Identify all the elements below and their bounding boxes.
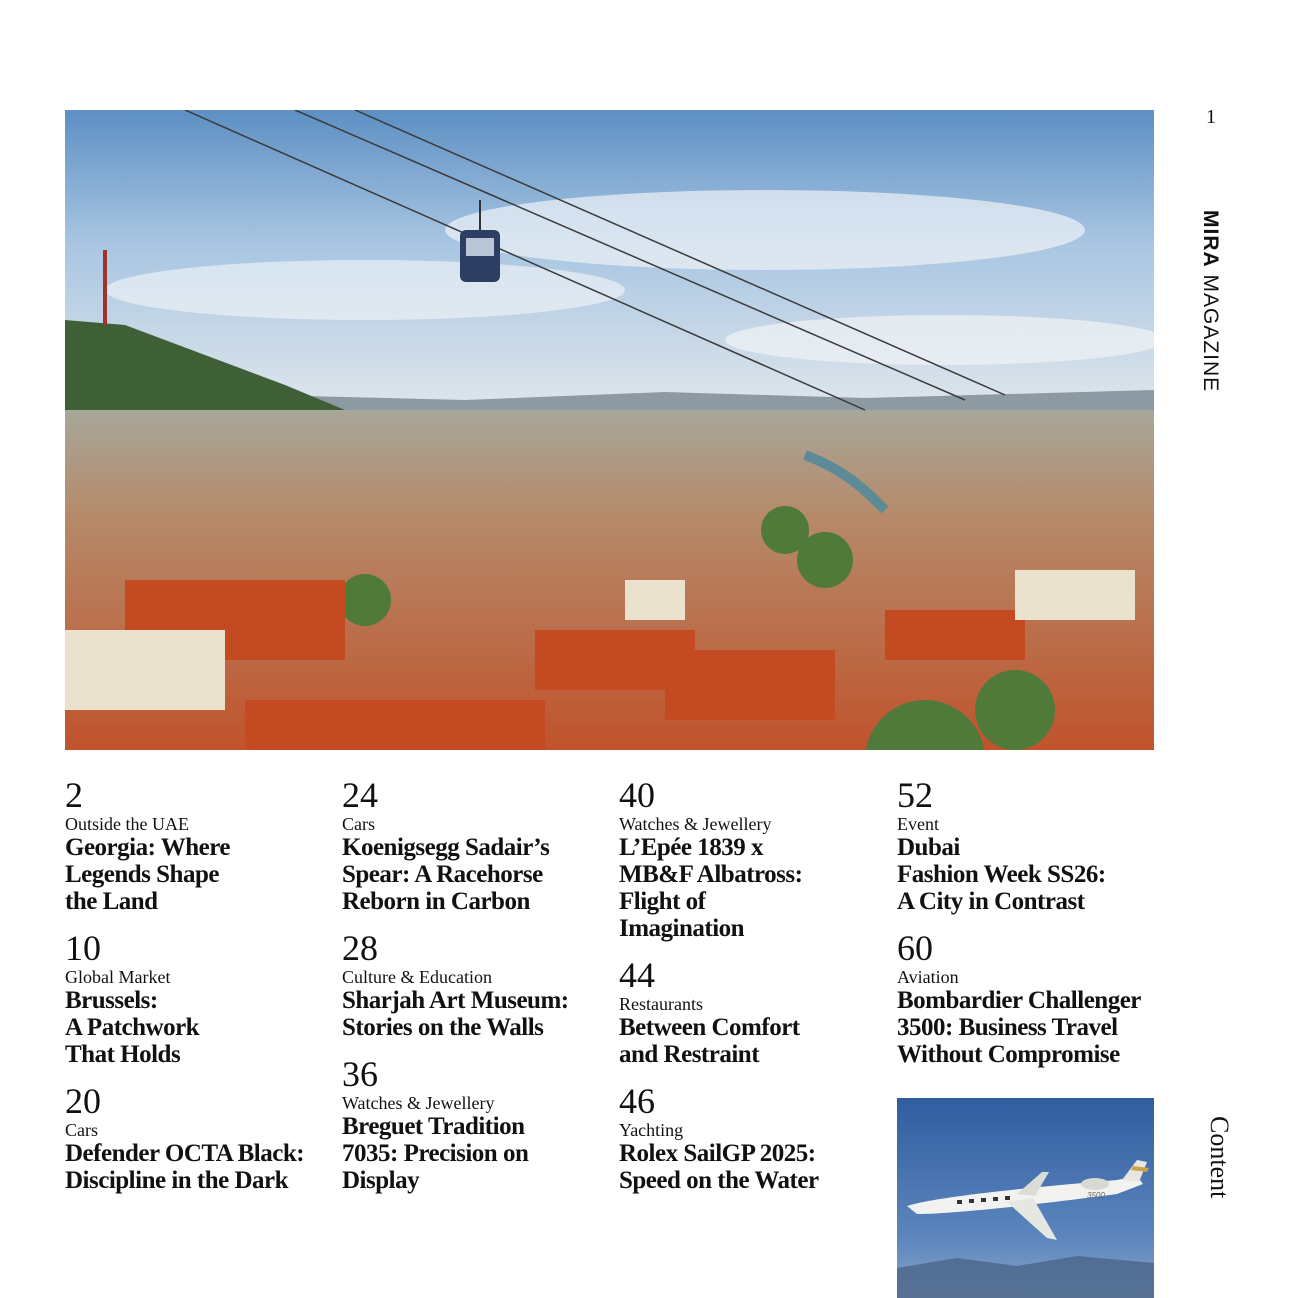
entry-category: Culture & Education xyxy=(342,967,492,987)
toc-entry[interactable] xyxy=(619,776,879,942)
entry-page-number: 40 xyxy=(619,775,655,815)
tail-number-text: 3500 xyxy=(1087,1191,1105,1200)
entry-category: Outside the UAE xyxy=(65,814,189,834)
entry-title: Defender OCTA Black: Discipline in the Dark xyxy=(65,1140,305,1194)
toc-column-4 xyxy=(897,776,1157,1082)
toc-entry[interactable] xyxy=(65,929,325,1068)
entry-title: Brussels: A Patchwork That Holds xyxy=(65,987,200,1068)
entry-page-number: 28 xyxy=(342,928,378,968)
section-label: Content xyxy=(1205,1116,1234,1199)
entry-category: Restaurants xyxy=(619,994,703,1014)
entry-page-number: 46 xyxy=(619,1081,655,1121)
entry-title: Dubai Fashion Week SS26: A City in Contrast xyxy=(897,834,1106,915)
page-number: 1 xyxy=(1206,106,1216,128)
entry-title: Rolex SailGP 2025: Speed on the Water xyxy=(619,1140,819,1194)
entry-page-number: 10 xyxy=(65,928,101,968)
entry-page-number: 52 xyxy=(897,775,933,815)
hero-photo xyxy=(65,110,1154,750)
entry-title: Georgia: Where Legends Shape the Land xyxy=(65,834,230,915)
entry-title: Sharjah Art Museum: Stories on the Walls xyxy=(342,987,569,1041)
masthead-word: MAGAZINE xyxy=(1199,274,1222,393)
toc-entry[interactable] xyxy=(897,929,1157,1068)
entry-page-number: 44 xyxy=(619,955,655,995)
entry-category: Event xyxy=(897,814,939,834)
toc-entry[interactable] xyxy=(619,956,879,1068)
toc-entry[interactable] xyxy=(342,929,602,1041)
entry-category: Watches & Jewellery xyxy=(342,1093,495,1113)
entry-category: Cars xyxy=(342,814,375,834)
entry-page-number: 36 xyxy=(342,1054,378,1094)
entry-title: L’Epée 1839 x MB&F Albatross: Flight of Imagination xyxy=(619,834,803,942)
toc-column-1 xyxy=(65,776,325,1208)
masthead-brand: MIRA xyxy=(1199,210,1222,268)
toc-column-2 xyxy=(342,776,602,1208)
aircraft-photo xyxy=(897,1098,1154,1298)
toc-entry[interactable] xyxy=(65,1082,325,1194)
entry-category: Watches & Jewellery xyxy=(619,814,772,834)
tbilisi-cable-car-cityscape-photo-icon xyxy=(65,110,1154,750)
entry-title: Bombardier Challenger 3500: Business Travel Without Compromise xyxy=(897,987,1141,1068)
toc-entry[interactable] xyxy=(342,776,602,915)
business-jet-photo-icon xyxy=(897,1098,1154,1298)
entry-category: Aviation xyxy=(897,967,959,987)
entry-title: Koenigsegg Sadair’s Spear: A Racehorse Reborn in Carbon xyxy=(342,834,550,915)
toc-entry[interactable] xyxy=(897,776,1157,915)
entry-category: Cars xyxy=(65,1120,98,1140)
entry-page-number: 2 xyxy=(65,775,83,815)
toc-entry[interactable] xyxy=(619,1082,879,1194)
toc-entry[interactable] xyxy=(65,776,325,915)
masthead xyxy=(1200,210,1221,392)
entry-page-number: 20 xyxy=(65,1081,101,1121)
entry-page-number: 24 xyxy=(342,775,378,815)
entry-title: Breguet Tradition 7035: Precision on Display xyxy=(342,1113,529,1194)
entry-title: Between Comfort and Restraint xyxy=(619,1014,800,1068)
toc-entry[interactable] xyxy=(342,1055,602,1194)
entry-category: Yachting xyxy=(619,1120,684,1140)
entry-category: Global Market xyxy=(65,967,171,987)
toc-column-3 xyxy=(619,776,879,1208)
entry-page-number: 60 xyxy=(897,928,933,968)
